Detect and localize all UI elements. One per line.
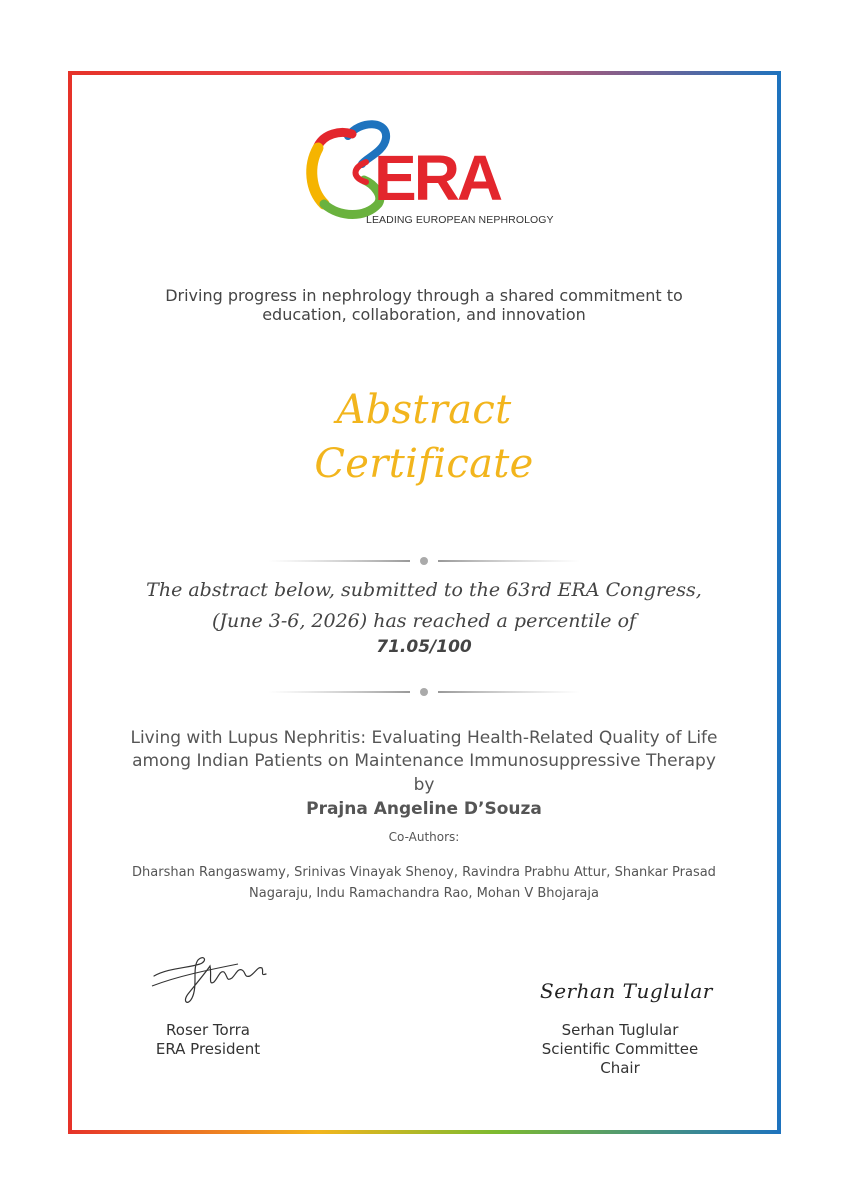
coauthors-label: Co-Authors:: [388, 830, 460, 844]
era-logo: [300, 118, 554, 230]
coauthors-line-2: Nagaraju, Indu Ramachandra Rao, Mohan V Bhojaraja: [249, 886, 599, 901]
statement-line-1: The abstract below, submitted to the 63rd ERA Congress,: [146, 579, 702, 601]
right-signer: [520, 1021, 720, 1078]
logo-tagline: LEADING EUROPEAN NEPHROLOGY: [366, 214, 554, 226]
divider-bottom: [268, 686, 580, 698]
left-signer-role: ERA President: [155, 1040, 261, 1058]
tagline-line-1: Driving progress in nephrology through a shared commitment to: [165, 286, 683, 305]
coauthors-list: [100, 862, 748, 904]
tagline-line-2: education, collaboration, and innovation: [262, 305, 586, 324]
abstract-title-line-2: among Indian Patients on Maintenance Immunosuppressive Therapy: [132, 751, 716, 771]
by-label: by: [413, 775, 435, 795]
percentile-score: 71.05/100: [376, 637, 472, 657]
author-name: Prajna Angeline D’Souza: [306, 799, 542, 819]
abstract-title-line-1: Living with Lupus Nephritis: Evaluating Health-Related Quality of Life: [130, 728, 718, 748]
statement-line-2: (June 3-6, 2026) has reached a percentile of: [211, 610, 637, 632]
right-signer-role-line-2: Chair: [600, 1059, 640, 1077]
coauthors-line-1: Dharshan Rangaswamy, Srinivas Vinayak Shenoy, Ravindra Prabhu Attur, Shankar Prasad: [132, 865, 716, 880]
handwritten-signature: [148, 946, 278, 1010]
left-signer: [128, 1021, 288, 1059]
left-signer-name: Roser Torra: [166, 1021, 250, 1039]
certificate-title-line-2: Certificate: [314, 441, 534, 487]
abstract-title: [70, 727, 778, 773]
right-signature-script: Serhan Tuglular: [540, 979, 713, 1003]
divider-top: [268, 555, 580, 567]
certificate-title-line-1: Abstract: [336, 387, 512, 433]
right-signer-name: Serhan Tuglular: [561, 1021, 679, 1039]
logo-wordmark: ERA: [374, 142, 501, 214]
right-signer-role-line-1: Scientific Committee: [541, 1040, 699, 1058]
